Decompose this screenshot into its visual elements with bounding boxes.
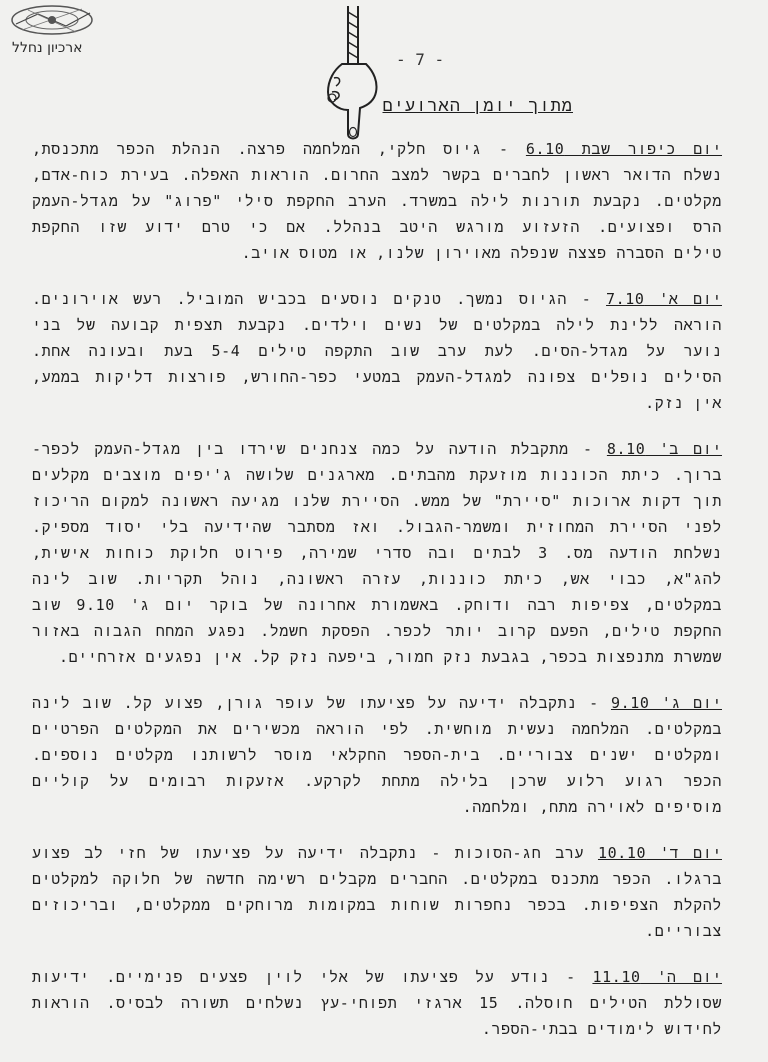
entry-text: במקלטים, צפיפות רבה ודוחק. באשמורת אחרונה של בוקר יום ג' 9.10 שוב xyxy=(32,596,722,614)
entry-text: לפני הסיירת המחוזית ומשמר-הגבול. ואז מסתבר שהידיעה בלי יסוד מספיק. xyxy=(32,518,722,536)
entry-date: יום ה' 11.10 xyxy=(592,968,722,986)
entry-text: - גיוס חלקי, המלחמה פרצה. הנהלת הכפר מתכנסת, xyxy=(32,140,509,158)
entry-date: יום ב' 8.10 xyxy=(606,440,722,458)
log-entry xyxy=(32,840,722,944)
entry-text: הכפר רגוע רלוע שרכן בלילה מתחת לקרקע. אזעקות רבומים על קוליים xyxy=(32,772,722,790)
entry-text: נשלחת הודעה מס. 3 לבתים ובה סדרי שמירה, פירוט חלוקת כוחות אישית, xyxy=(32,544,722,562)
entry-text: טילים הסברה פצצה שנפלה מאוירון שלנו, או מטוס אויב. xyxy=(241,244,722,262)
entry-line xyxy=(32,488,722,514)
log-entries xyxy=(32,136,722,1062)
entry-text: ברוך. כיתת הכוננות מוזעקת מהבתים. מארגנים שלושה ג'יפים מוצבים מקלעים xyxy=(32,466,722,484)
entry-date: יום א' 7.10 xyxy=(606,290,722,308)
entry-line xyxy=(32,1016,722,1042)
entry-text: - מתקבלת הודעה על כמה צנחנים שירדו בין מגדל-העמק לכפר- xyxy=(32,440,593,458)
entry-line xyxy=(32,338,722,364)
entry-text: שמשרת מתנפצות בכפר, בגבעת נזק חמור, ביפעה נזק קל. אין נפגעים אזרחיים. xyxy=(59,648,722,666)
entry-text: הוראה ללינת לילה במקלטים של נשים וילדים. נקבעת תצפית קבועה של בני xyxy=(32,316,722,334)
entry-line xyxy=(32,240,722,266)
entry-line xyxy=(32,768,722,794)
entry-text: נוער על מגדל-הסים. לעת ערב שוב התקפה טילים 5-4 בעת ובעונה אחת. xyxy=(32,342,722,360)
entry-text: החקפת טילים, הפעם קרוב יותר לכפר. הפסקת חשמל. נפגע המחח הגבוה באזור xyxy=(32,622,722,640)
entry-text: - נודע על פציעתו של אלי לוין פצעים פנימיים. ידיעות xyxy=(32,968,576,986)
document-heading: מתוך יומן הארועים xyxy=(382,96,573,116)
entry-text: ומקלטים ישנים צבוריים. בית-הספר החקלאי מוסר לרשותנו מקלטים נוספים. xyxy=(32,746,722,764)
entry-line xyxy=(32,892,722,918)
entry-line xyxy=(32,312,722,338)
entry-text: להג"א, כבוי אש, כיתת כוננות, עזרה ראשונה, נוהל תקריות. שוב לינה xyxy=(32,570,722,588)
entry-text: אין נזק. xyxy=(645,394,722,412)
entry-text: לחידוש לימודים בבתי-הספר. xyxy=(481,1020,722,1038)
entry-line xyxy=(32,136,722,162)
entry-text: - נתקבלה ידיעה על פציעתו של עופר גורן, פצוע קל. שוב לינה xyxy=(32,694,599,712)
entry-text: שסוללת הטילים חוסלה. 15 ארגזי תפוחי-עץ נשלחים תשורה לבסיס. הוראות xyxy=(32,994,722,1012)
entry-text: מוסיפים לאוירה מתח, ומלחמה. xyxy=(462,798,722,816)
log-entry xyxy=(32,286,722,416)
entry-line xyxy=(32,618,722,644)
entry-line xyxy=(32,690,722,716)
entry-line xyxy=(32,514,722,540)
archive-stamp-text: ארכיון נחלל xyxy=(12,40,83,56)
log-entry xyxy=(32,964,722,1042)
entry-line xyxy=(32,918,722,944)
entry-date: יום ג' 9.10 xyxy=(610,694,722,712)
entry-text: צבוריים. xyxy=(645,922,722,940)
archive-stamp xyxy=(4,4,124,64)
entry-line xyxy=(32,592,722,618)
entry-text: הסילים נופלים צפונה למגדל-העמק במטעי כפר-החורש, פורצות דליקות בממע, xyxy=(32,368,722,386)
entry-text: - הגיוס נמשך. טנקים נוסעים בכביש המוביל. רעש אוירונים. xyxy=(32,290,592,308)
entry-text: ערב חג-הסוכות - נתקבלה ידיעה על פציעתו של חזי לב פצוע xyxy=(32,844,585,862)
entry-line xyxy=(32,566,722,592)
entry-text: תוך דקות ארוכות "סיירת" של ממש. הסיירת שלנו מגיעה ראשונה למקום הריכוז xyxy=(32,492,722,510)
entry-line xyxy=(32,162,722,188)
entry-line xyxy=(32,794,722,820)
entry-text: נשלח הדואר ראשון לחברים בקשר למצב החרום. הוראות האפלה. בעירת כוח-אדם, xyxy=(32,166,722,184)
entry-line xyxy=(32,540,722,566)
entry-date: יום ד' 10.10 xyxy=(597,844,722,862)
entry-date: יום כיפור שבת 6.10 xyxy=(525,140,722,158)
entry-text: מקלטים. נקבעת תורנות לילה במשרד. הערב החקפת סילי "פרוג" על מגדל-העמק xyxy=(32,192,722,210)
entry-line xyxy=(32,390,722,416)
entry-line xyxy=(32,716,722,742)
entry-line xyxy=(32,436,722,462)
entry-line xyxy=(32,644,722,670)
log-entry xyxy=(32,436,722,670)
entry-line xyxy=(32,866,722,892)
log-entry xyxy=(32,690,722,820)
log-entry xyxy=(32,136,722,266)
entry-line xyxy=(32,462,722,488)
page-number: - 7 - xyxy=(396,50,445,69)
entry-text: במקלטים. המלחמה נעשית מוחשית. לפי הוראה מכשירים את המקלטים הפרטיים xyxy=(32,720,722,738)
archive-emblem-icon xyxy=(8,4,100,38)
entry-text: להקלת הצפיפות. בכפר נחפרות שוחות במקומות מרוחקים ממקלטים, ובריכוזים xyxy=(32,896,722,914)
entry-line xyxy=(32,286,722,312)
entry-line xyxy=(32,742,722,768)
entry-line xyxy=(32,964,722,990)
entry-line xyxy=(32,214,722,240)
entry-line xyxy=(32,188,722,214)
entry-text: הרס ופצועים. הזעזוע מורגש היטב בנהלל. אם כי טרם ידוע שזו החקפת xyxy=(32,218,722,236)
entry-line xyxy=(32,364,722,390)
entry-line xyxy=(32,840,722,866)
pointing-hand-icon xyxy=(318,6,390,142)
entry-line xyxy=(32,990,722,1016)
entry-text: ברגלו. הכפר מתכנס במקלטים. החברים מקבלים רשימה חדשה של חלוקה למקלטים xyxy=(32,870,722,888)
